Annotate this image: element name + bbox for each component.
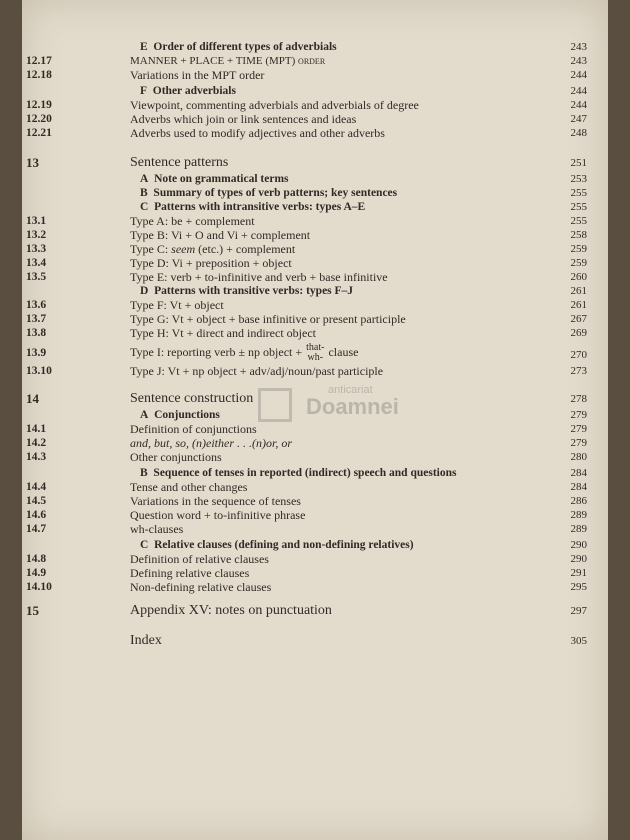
entry-title: Type E: verb + to-infinitive and verb + base infinitive xyxy=(130,270,388,284)
page-number: 286 xyxy=(570,495,587,507)
entry-number: 14.9 xyxy=(26,567,47,579)
entry-number: 14.5 xyxy=(26,495,47,507)
chapter-title: Appendix XV: notes on punctuation xyxy=(130,603,332,618)
entry-title: A Conjunctions xyxy=(140,409,220,421)
toc-entry-13-10 xyxy=(26,364,587,378)
entry-number: 13.10 xyxy=(26,365,52,377)
entry-title: Variations in the MPT order xyxy=(130,68,265,82)
page-number: 278 xyxy=(570,393,587,405)
toc-entry-13-9 xyxy=(26,340,587,364)
watermark-box-icon xyxy=(258,388,292,422)
page-number: 284 xyxy=(570,481,587,493)
entry-title: Non-defining relative clauses xyxy=(130,580,272,594)
entry-title: C Relative clauses (defining and non-defining relatives) xyxy=(140,539,414,551)
toc-entry-14-1 xyxy=(26,422,587,436)
entry-title: C Patterns with intransitive verbs: types A–E xyxy=(140,201,366,213)
page-number: 289 xyxy=(570,509,587,521)
chapter-number: 13 xyxy=(26,155,39,170)
page-number: 255 xyxy=(570,215,587,227)
entry-title: D Patterns with transitive verbs: types F–J xyxy=(140,285,354,297)
page-number: 295 xyxy=(570,581,587,593)
page-number: 243 xyxy=(570,55,587,67)
toc-entry-13-7 xyxy=(26,312,587,326)
entry-title: Definition of relative clauses xyxy=(130,552,269,566)
entry-number: 14.1 xyxy=(26,423,47,435)
section-f-heading xyxy=(130,84,587,98)
toc-entry-14-3 xyxy=(26,450,587,464)
page-number: 279 xyxy=(570,423,587,435)
entry-title: Type A: be + complement xyxy=(130,214,255,228)
toc-entry-12-18 xyxy=(26,68,587,82)
entry-number: 14.3 xyxy=(26,451,47,463)
section-13d-heading xyxy=(130,284,587,298)
entry-title: and, but, so, (n)either . . .(n)or, or xyxy=(130,436,292,450)
section-13a-heading xyxy=(130,172,587,186)
entry-title: Adverbs which join or link sentences and ideas xyxy=(130,112,357,126)
chapter-number: 14 xyxy=(26,391,39,406)
entry-number: 13.4 xyxy=(26,257,47,269)
entry-title: Adverbs used to modify adjectives and other adverbs xyxy=(130,126,385,140)
entry-title: Variations in the sequence of tenses xyxy=(130,494,301,508)
toc-entry-14-4 xyxy=(26,480,587,494)
entry-title: Type D: Vi + preposition + object xyxy=(130,256,292,270)
entry-number: 13.6 xyxy=(26,299,47,311)
entry-title: B Sequence of tenses in reported (indirect) speech and questions xyxy=(140,467,457,479)
entry-title: Type I: reporting verb ± np object + that- wh- clause xyxy=(130,342,359,364)
page-number: 291 xyxy=(570,567,587,579)
entry-number: 12.19 xyxy=(26,99,52,111)
toc-entry-14-10 xyxy=(26,580,587,594)
page-number: 270 xyxy=(570,349,587,361)
entry-title: Question word + to-infinitive phrase xyxy=(130,508,306,522)
page-number: 261 xyxy=(570,299,587,311)
page-number: 305 xyxy=(570,635,587,647)
page-number: 280 xyxy=(570,451,587,463)
entry-title: A Note on grammatical terms xyxy=(140,173,289,185)
watermark-logo xyxy=(258,384,408,420)
entry-number: 14.7 xyxy=(26,523,47,535)
entry-title: Type J: Vt + np object + adv/adj/noun/past participle xyxy=(130,364,384,378)
toc-entry-13-3 xyxy=(26,242,587,256)
page-number: 290 xyxy=(570,553,587,565)
entry-number: 13.3 xyxy=(26,243,47,255)
section-e-heading xyxy=(130,40,587,54)
entry-number: 13.5 xyxy=(26,271,47,283)
index-entry xyxy=(130,634,587,650)
entry-number: 13.2 xyxy=(26,229,47,241)
entry-title: wh-clauses xyxy=(130,522,184,536)
toc-entry-13-5 xyxy=(26,270,587,284)
chapter-title: Sentence construction xyxy=(130,391,254,406)
entry-title: Definition of conjunctions xyxy=(130,422,257,436)
page-number: 279 xyxy=(570,409,587,421)
page-number: 297 xyxy=(570,605,587,617)
toc-entry-14-7 xyxy=(26,522,587,536)
entry-title: Tense and other changes xyxy=(130,480,248,494)
entry-number: 13.9 xyxy=(26,347,47,359)
toc-entry-13-8 xyxy=(26,326,587,340)
entry-title: Defining relative clauses xyxy=(130,566,250,580)
entry-title: B Summary of types of verb patterns; key sentences xyxy=(140,187,398,199)
page-number: 255 xyxy=(570,187,587,199)
entry-number: 13.7 xyxy=(26,313,47,325)
toc-entry-14-5 xyxy=(26,494,587,508)
toc-entry-12-20 xyxy=(26,112,587,126)
entry-title: Other conjunctions xyxy=(130,450,222,464)
entry-number: 14.6 xyxy=(26,509,47,521)
entry-title: Type H: Vt + direct and indirect object xyxy=(130,326,316,340)
toc-entry-14-2 xyxy=(26,436,587,450)
page-number: 243 xyxy=(570,41,587,53)
toc-entry-12-19 xyxy=(26,98,587,112)
entry-number: 14.8 xyxy=(26,553,47,565)
chapter-15-heading xyxy=(26,603,587,620)
page-number: 259 xyxy=(570,243,587,255)
toc-entry-13-1 xyxy=(26,214,587,228)
page-number: 247 xyxy=(570,113,587,125)
chapter-number: 15 xyxy=(26,603,39,618)
page-number: 279 xyxy=(570,437,587,449)
chapter-13-heading xyxy=(26,155,587,172)
page-number: 290 xyxy=(570,539,587,551)
section-13b-heading xyxy=(130,186,587,200)
page-number: 259 xyxy=(570,257,587,269)
page-number: 251 xyxy=(570,157,587,169)
entry-number: 14.2 xyxy=(26,437,47,449)
chapter-title: Sentence patterns xyxy=(130,155,229,170)
page-number: 273 xyxy=(570,365,587,377)
book-page xyxy=(22,0,608,840)
toc-entry-13-4 xyxy=(26,256,587,270)
section-14c-heading xyxy=(130,538,587,552)
entry-number: 13.1 xyxy=(26,215,47,227)
page-number: 244 xyxy=(570,85,587,97)
page-number: 284 xyxy=(570,467,587,479)
page-number: 267 xyxy=(570,313,587,325)
page-number: 289 xyxy=(570,523,587,535)
entry-number: 12.18 xyxy=(26,69,52,81)
toc-entry-12-17 xyxy=(26,54,587,68)
entry-number: 13.8 xyxy=(26,327,47,339)
page-number: 258 xyxy=(570,229,587,241)
entry-number: 12.20 xyxy=(26,113,52,125)
page-number: 253 xyxy=(570,173,587,185)
toc-entry-13-6 xyxy=(26,298,587,312)
toc-entry-14-8 xyxy=(26,552,587,566)
page-number: 244 xyxy=(570,69,587,81)
entry-title: E Order of different types of adverbials xyxy=(140,41,337,53)
entry-number: 12.17 xyxy=(26,55,52,67)
entry-title: MANNER + PLACE + TIME (MPT) order xyxy=(130,55,326,67)
page-number: 248 xyxy=(570,127,587,139)
entry-title: Type B: Vi + O and Vi + complement xyxy=(130,228,311,242)
section-14b-heading xyxy=(130,466,587,480)
that-wh-fraction: that- wh- xyxy=(306,342,325,364)
toc-entry-14-9 xyxy=(26,566,587,580)
entry-title: F Other adverbials xyxy=(140,85,236,97)
watermark-large-text: Doamnei xyxy=(306,394,399,419)
entry-title: Type C: seem (etc.) + complement xyxy=(130,242,296,256)
entry-title: Type G: Vt + object + base infinitive or present participle xyxy=(130,312,406,326)
page-number: 255 xyxy=(570,201,587,213)
page-number: 260 xyxy=(570,271,587,283)
page-number: 269 xyxy=(570,327,587,339)
watermark-small-text: anticariat xyxy=(328,384,373,396)
entry-title: Viewpoint, commenting adverbials and adverbials of degree xyxy=(130,98,419,112)
toc-entry-12-21 xyxy=(26,126,587,140)
page-number: 244 xyxy=(570,99,587,111)
entry-title: Type F: Vt + object xyxy=(130,298,224,312)
index-title: Index xyxy=(130,633,162,648)
entry-number: 14.10 xyxy=(26,581,52,593)
entry-number: 14.4 xyxy=(26,481,47,493)
toc-entry-13-2 xyxy=(26,228,587,242)
toc-entry-14-6 xyxy=(26,508,587,522)
section-13c-heading xyxy=(130,200,587,214)
page-number: 261 xyxy=(570,285,587,297)
entry-number: 12.21 xyxy=(26,127,52,139)
